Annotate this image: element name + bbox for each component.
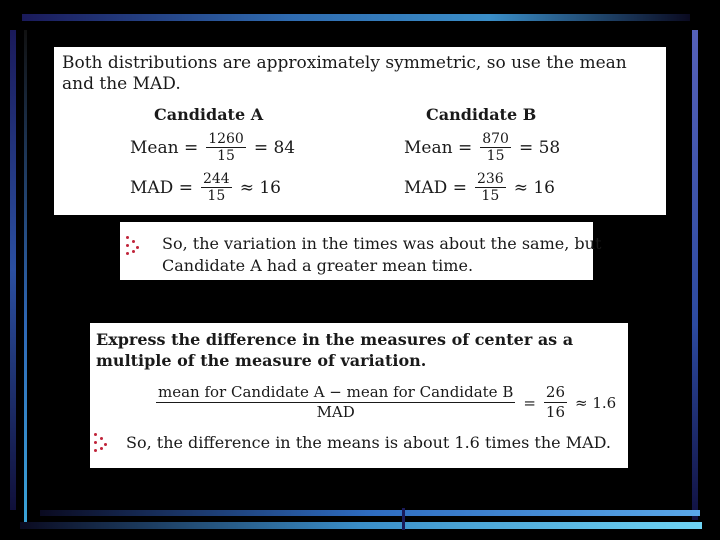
ratio-denominator: MAD <box>316 403 355 421</box>
mad-result: ≈ 16 <box>239 177 281 198</box>
candidate-b-mean <box>404 131 560 164</box>
fraction-denominator: 15 <box>207 188 226 204</box>
mad-fraction <box>201 171 232 204</box>
ratio-fraction <box>156 383 515 422</box>
summary-line-2: Candidate A had a greater mean time. <box>162 256 474 275</box>
variation-summary-panel <box>120 222 602 280</box>
frame-divider <box>402 508 405 530</box>
left-frame-bar <box>10 30 16 510</box>
value-numerator: 26 <box>545 383 566 401</box>
right-frame-bar <box>692 30 698 520</box>
value-denominator: 16 <box>545 403 566 421</box>
conclusion-text: So, the difference in the means is about 1.6 times the MAD. <box>126 433 611 452</box>
mean-fraction <box>480 131 511 164</box>
fraction-denominator: 15 <box>217 148 235 164</box>
mad-fraction <box>475 171 506 204</box>
candidate-b-heading: Candidate B <box>426 105 537 124</box>
value-fraction <box>544 383 567 422</box>
candidate-a-heading: Candidate A <box>154 105 264 124</box>
fraction-denominator: 15 <box>486 148 505 164</box>
summary-line-1: So, the variation in the times was about the same, but <box>162 234 602 253</box>
mean-fraction <box>206 131 246 164</box>
mad-label: MAD = <box>130 177 193 198</box>
fraction-numerator: 244 <box>202 171 230 187</box>
bottom-frame-bar <box>40 510 700 516</box>
fraction-denominator: 15 <box>481 188 500 204</box>
mean-label: Mean = <box>130 137 199 158</box>
mean-result: = 58 <box>518 137 561 158</box>
mad-result: ≈ 16 <box>513 177 555 198</box>
top-frame-bar <box>22 14 690 21</box>
bottom-outer-frame-bar <box>20 522 702 529</box>
difference-panel <box>90 323 628 468</box>
fraction-numerator: 1260 <box>208 131 244 147</box>
instruction-text: Express the difference in the measures of center as a multiple of the measure of variation. <box>96 330 574 370</box>
ratio-numerator: mean for Candidate A − mean for Candidate B <box>158 383 514 401</box>
mad-label: MAD = <box>404 177 467 198</box>
candidate-b-mad <box>404 171 555 204</box>
conclusion-dots-icon <box>94 433 110 455</box>
mean-result: = 84 <box>253 137 296 158</box>
statistics-panel <box>54 47 666 215</box>
equals-sign: = <box>523 393 536 412</box>
approx-result: ≈ 1.6 <box>575 393 617 412</box>
fraction-numerator: 870 <box>482 131 509 147</box>
left-inner-frame-bar <box>24 30 27 525</box>
fraction-numerator: 236 <box>476 171 504 187</box>
intro-text: Both distributions are approximately symmetric, so use the mean and the MAD. <box>62 53 627 94</box>
candidate-a-mean <box>130 131 295 164</box>
conclusion-dots-icon <box>126 236 142 258</box>
ratio-expression <box>154 383 616 422</box>
mean-label: Mean = <box>404 137 473 158</box>
candidate-a-mad <box>130 171 281 204</box>
